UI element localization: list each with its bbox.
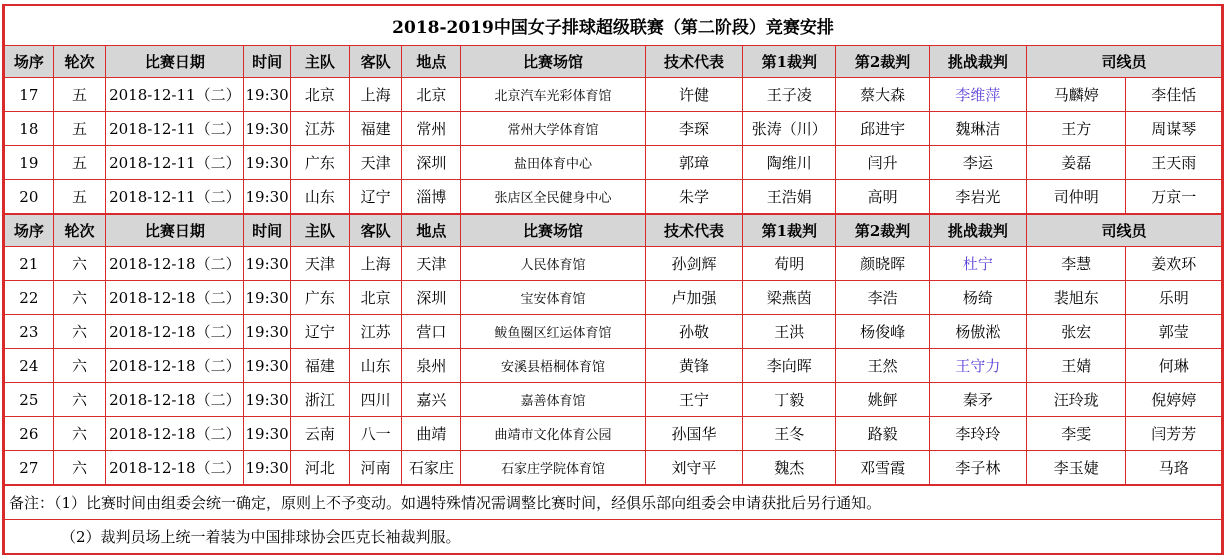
match-no: 20 xyxy=(5,180,54,215)
first-referee: 陶维川 xyxy=(743,146,836,180)
column-header: 第1裁判 xyxy=(743,46,836,78)
match-time: 19:30 xyxy=(244,417,291,451)
first-referee: 丁毅 xyxy=(743,383,836,417)
match-no: 25 xyxy=(5,383,54,417)
line-judge-2: 马珞 xyxy=(1126,451,1222,486)
match-date: 2018-12-18（二） xyxy=(106,349,244,383)
away-team: 山东 xyxy=(349,349,402,383)
table-row xyxy=(5,349,1222,383)
location: 嘉兴 xyxy=(402,383,461,417)
second-referee: 蔡大森 xyxy=(836,78,929,112)
round: 五 xyxy=(53,78,106,112)
column-header: 技术代表 xyxy=(645,46,742,78)
away-team: 四川 xyxy=(349,383,402,417)
column-header: 主队 xyxy=(290,214,349,247)
match-no: 17 xyxy=(5,78,54,112)
line-judge-2: 何琳 xyxy=(1126,349,1222,383)
table-row xyxy=(5,281,1222,315)
away-team: 辽宁 xyxy=(349,180,402,215)
away-team: 江苏 xyxy=(349,315,402,349)
match-no: 23 xyxy=(5,315,54,349)
column-header: 时间 xyxy=(244,46,291,78)
line-judge-2: 乐明 xyxy=(1126,281,1222,315)
tech-delegate: 许健 xyxy=(645,78,742,112)
round: 六 xyxy=(53,247,106,281)
match-date: 2018-12-18（二） xyxy=(106,315,244,349)
column-header: 地点 xyxy=(402,46,461,78)
schedule-sheet xyxy=(2,4,1224,555)
away-team: 上海 xyxy=(349,247,402,281)
match-time: 19:30 xyxy=(244,383,291,417)
note-1 xyxy=(5,485,1222,520)
match-time: 19:30 xyxy=(244,146,291,180)
home-team: 山东 xyxy=(290,180,349,215)
venue: 盐田体育中心 xyxy=(461,146,646,180)
first-referee: 王冬 xyxy=(743,417,836,451)
line-judge-1: 姜磊 xyxy=(1027,146,1126,180)
venue: 张店区全民健身中心 xyxy=(461,180,646,215)
home-team: 云南 xyxy=(290,417,349,451)
match-date: 2018-12-18（二） xyxy=(106,247,244,281)
line-judge-1: 裴旭东 xyxy=(1027,281,1126,315)
match-no: 22 xyxy=(5,281,54,315)
match-date: 2018-12-11（二） xyxy=(106,146,244,180)
match-no: 26 xyxy=(5,417,54,451)
home-team: 广东 xyxy=(290,146,349,180)
venue: 鲅鱼圈区红运体育馆 xyxy=(461,315,646,349)
first-referee: 王子凌 xyxy=(743,78,836,112)
match-no: 21 xyxy=(5,247,54,281)
table-row xyxy=(5,146,1222,180)
challenge-referee: 王守力 xyxy=(929,349,1026,383)
venue: 常州大学体育馆 xyxy=(461,112,646,146)
match-date: 2018-12-18（二） xyxy=(106,383,244,417)
table-row xyxy=(5,451,1222,486)
location: 深圳 xyxy=(402,281,461,315)
line-judge-1: 李慧 xyxy=(1027,247,1126,281)
column-header: 客队 xyxy=(349,214,402,247)
home-team: 北京 xyxy=(290,78,349,112)
match-time: 19:30 xyxy=(244,112,291,146)
tech-delegate: 朱学 xyxy=(645,180,742,215)
column-header: 轮次 xyxy=(53,46,106,78)
challenge-referee: 杨绮 xyxy=(929,281,1026,315)
venue: 宝安体育馆 xyxy=(461,281,646,315)
line-judge-1: 汪玲珑 xyxy=(1027,383,1126,417)
column-header: 挑战裁判 xyxy=(929,214,1026,247)
challenge-referee: 李岩光 xyxy=(929,180,1026,215)
table-row xyxy=(5,180,1222,215)
first-referee: 梁燕茵 xyxy=(743,281,836,315)
schedule-table xyxy=(4,6,1222,553)
match-no: 18 xyxy=(5,112,54,146)
column-header: 比赛日期 xyxy=(106,214,244,247)
column-header: 场序 xyxy=(5,214,54,247)
venue: 嘉善体育馆 xyxy=(461,383,646,417)
location: 淄博 xyxy=(402,180,461,215)
challenge-referee: 秦矛 xyxy=(929,383,1026,417)
column-header: 司线员 xyxy=(1027,46,1222,78)
match-date: 2018-12-18（二） xyxy=(106,417,244,451)
column-header: 技术代表 xyxy=(645,214,742,247)
column-header: 比赛场馆 xyxy=(461,214,646,247)
tech-delegate: 刘守平 xyxy=(645,451,742,486)
location: 曲靖 xyxy=(402,417,461,451)
line-judge-2: 倪婷婷 xyxy=(1126,383,1222,417)
challenge-referee: 李维萍 xyxy=(929,78,1026,112)
second-referee: 姚鲆 xyxy=(836,383,929,417)
away-team: 上海 xyxy=(349,78,402,112)
challenge-referee: 杜宁 xyxy=(929,247,1026,281)
line-judge-2: 万京一 xyxy=(1126,180,1222,215)
location: 深圳 xyxy=(402,146,461,180)
match-time: 19:30 xyxy=(244,247,291,281)
second-referee: 闫升 xyxy=(836,146,929,180)
challenge-referee: 魏琳洁 xyxy=(929,112,1026,146)
first-referee: 魏杰 xyxy=(743,451,836,486)
table-row xyxy=(5,112,1222,146)
table-row xyxy=(5,78,1222,112)
line-judge-1: 张宏 xyxy=(1027,315,1126,349)
challenge-referee: 李子林 xyxy=(929,451,1026,486)
away-team: 北京 xyxy=(349,281,402,315)
first-referee: 王洪 xyxy=(743,315,836,349)
second-referee: 李浩 xyxy=(836,281,929,315)
venue: 石家庄学院体育馆 xyxy=(461,451,646,486)
match-date: 2018-12-11（二） xyxy=(106,112,244,146)
line-judge-2: 郭莹 xyxy=(1126,315,1222,349)
away-team: 福建 xyxy=(349,112,402,146)
match-time: 19:30 xyxy=(244,349,291,383)
column-header: 轮次 xyxy=(53,214,106,247)
venue: 北京汽车光彩体育馆 xyxy=(461,78,646,112)
match-no: 24 xyxy=(5,349,54,383)
home-team: 浙江 xyxy=(290,383,349,417)
table-row xyxy=(5,247,1222,281)
round: 六 xyxy=(53,349,106,383)
round: 五 xyxy=(53,146,106,180)
note-line-2: （2）裁判员场上统一着装为中国排球协会匹克长袖裁判服。 xyxy=(61,528,461,546)
location: 石家庄 xyxy=(402,451,461,486)
match-date: 2018-12-11（二） xyxy=(106,180,244,215)
home-team: 福建 xyxy=(290,349,349,383)
table-row xyxy=(5,315,1222,349)
tech-delegate: 郭璋 xyxy=(645,146,742,180)
round: 六 xyxy=(53,451,106,486)
match-time: 19:30 xyxy=(244,78,291,112)
away-team: 八一 xyxy=(349,417,402,451)
column-header: 第1裁判 xyxy=(743,214,836,247)
round: 六 xyxy=(53,315,106,349)
header-row xyxy=(5,46,1222,78)
location: 常州 xyxy=(402,112,461,146)
column-header: 时间 xyxy=(244,214,291,247)
location: 北京 xyxy=(402,78,461,112)
line-judge-2: 周谋琴 xyxy=(1126,112,1222,146)
location: 营口 xyxy=(402,315,461,349)
line-judge-2: 闫芳芳 xyxy=(1126,417,1222,451)
note-2 xyxy=(5,520,1222,554)
column-header: 比赛日期 xyxy=(106,46,244,78)
column-header: 客队 xyxy=(349,46,402,78)
second-referee: 杨俊峰 xyxy=(836,315,929,349)
match-date: 2018-12-18（二） xyxy=(106,281,244,315)
tech-delegate: 孙敬 xyxy=(645,315,742,349)
second-referee: 路毅 xyxy=(836,417,929,451)
line-judge-1: 王方 xyxy=(1027,112,1126,146)
match-time: 19:30 xyxy=(244,451,291,486)
match-time: 19:30 xyxy=(244,180,291,215)
column-header: 场序 xyxy=(5,46,54,78)
round: 六 xyxy=(53,383,106,417)
home-team: 广东 xyxy=(290,281,349,315)
second-referee: 高明 xyxy=(836,180,929,215)
first-referee: 王浩娟 xyxy=(743,180,836,215)
match-no: 27 xyxy=(5,451,54,486)
match-date: 2018-12-11（二） xyxy=(106,78,244,112)
line-judge-2: 王天雨 xyxy=(1126,146,1222,180)
header-row xyxy=(5,214,1222,247)
location: 天津 xyxy=(402,247,461,281)
round: 五 xyxy=(53,112,106,146)
venue: 曲靖市文化体育公园 xyxy=(461,417,646,451)
round: 六 xyxy=(53,281,106,315)
tech-delegate: 卢加强 xyxy=(645,281,742,315)
venue: 安溪县梧桐体育馆 xyxy=(461,349,646,383)
home-team: 江苏 xyxy=(290,112,349,146)
first-referee: 李向晖 xyxy=(743,349,836,383)
match-time: 19:30 xyxy=(244,315,291,349)
tech-delegate: 黄锋 xyxy=(645,349,742,383)
line-judge-2: 姜欢环 xyxy=(1126,247,1222,281)
line-judge-1: 李雯 xyxy=(1027,417,1126,451)
tech-delegate: 王宁 xyxy=(645,383,742,417)
column-header: 挑战裁判 xyxy=(929,46,1026,78)
tech-delegate: 孙剑辉 xyxy=(645,247,742,281)
column-header: 地点 xyxy=(402,214,461,247)
tech-delegate: 李琛 xyxy=(645,112,742,146)
line-judge-1: 王婧 xyxy=(1027,349,1126,383)
column-header: 比赛场馆 xyxy=(461,46,646,78)
page-title: 2018-2019中国女子排球超级联赛（第二阶段）竞赛安排 xyxy=(5,6,1222,46)
second-referee: 邱进宇 xyxy=(836,112,929,146)
column-header: 第2裁判 xyxy=(836,46,929,78)
home-team: 河北 xyxy=(290,451,349,486)
home-team: 辽宁 xyxy=(290,315,349,349)
first-referee: 荀明 xyxy=(743,247,836,281)
first-referee: 张涛（川） xyxy=(743,112,836,146)
column-header: 司线员 xyxy=(1027,214,1222,247)
location: 泉州 xyxy=(402,349,461,383)
note-line-1: （1）比赛时间由组委会统一确定，原则上不予变动。如遇特殊情况需调整比赛时间，经俱乐部向组委会申请获批后另行通知。 xyxy=(54,494,882,512)
table-row xyxy=(5,383,1222,417)
challenge-referee: 杨傲淞 xyxy=(929,315,1026,349)
home-team: 天津 xyxy=(290,247,349,281)
venue: 人民体育馆 xyxy=(461,247,646,281)
second-referee: 邓雪霞 xyxy=(836,451,929,486)
line-judge-1: 李玉婕 xyxy=(1027,451,1126,486)
column-header: 第2裁判 xyxy=(836,214,929,247)
line-judge-1: 司仲明 xyxy=(1027,180,1126,215)
away-team: 天津 xyxy=(349,146,402,180)
tech-delegate: 孙国华 xyxy=(645,417,742,451)
second-referee: 王然 xyxy=(836,349,929,383)
match-time: 19:30 xyxy=(244,281,291,315)
line-judge-1: 马麟婷 xyxy=(1027,78,1126,112)
column-header: 主队 xyxy=(290,46,349,78)
challenge-referee: 李玲玲 xyxy=(929,417,1026,451)
table-row xyxy=(5,417,1222,451)
match-no: 19 xyxy=(5,146,54,180)
line-judge-2: 李佳恬 xyxy=(1126,78,1222,112)
round: 五 xyxy=(53,180,106,215)
round: 六 xyxy=(53,417,106,451)
challenge-referee: 李运 xyxy=(929,146,1026,180)
note-prefix: 备注： xyxy=(9,494,55,512)
away-team: 河南 xyxy=(349,451,402,486)
match-date: 2018-12-18（二） xyxy=(106,451,244,486)
second-referee: 颜晓晖 xyxy=(836,247,929,281)
